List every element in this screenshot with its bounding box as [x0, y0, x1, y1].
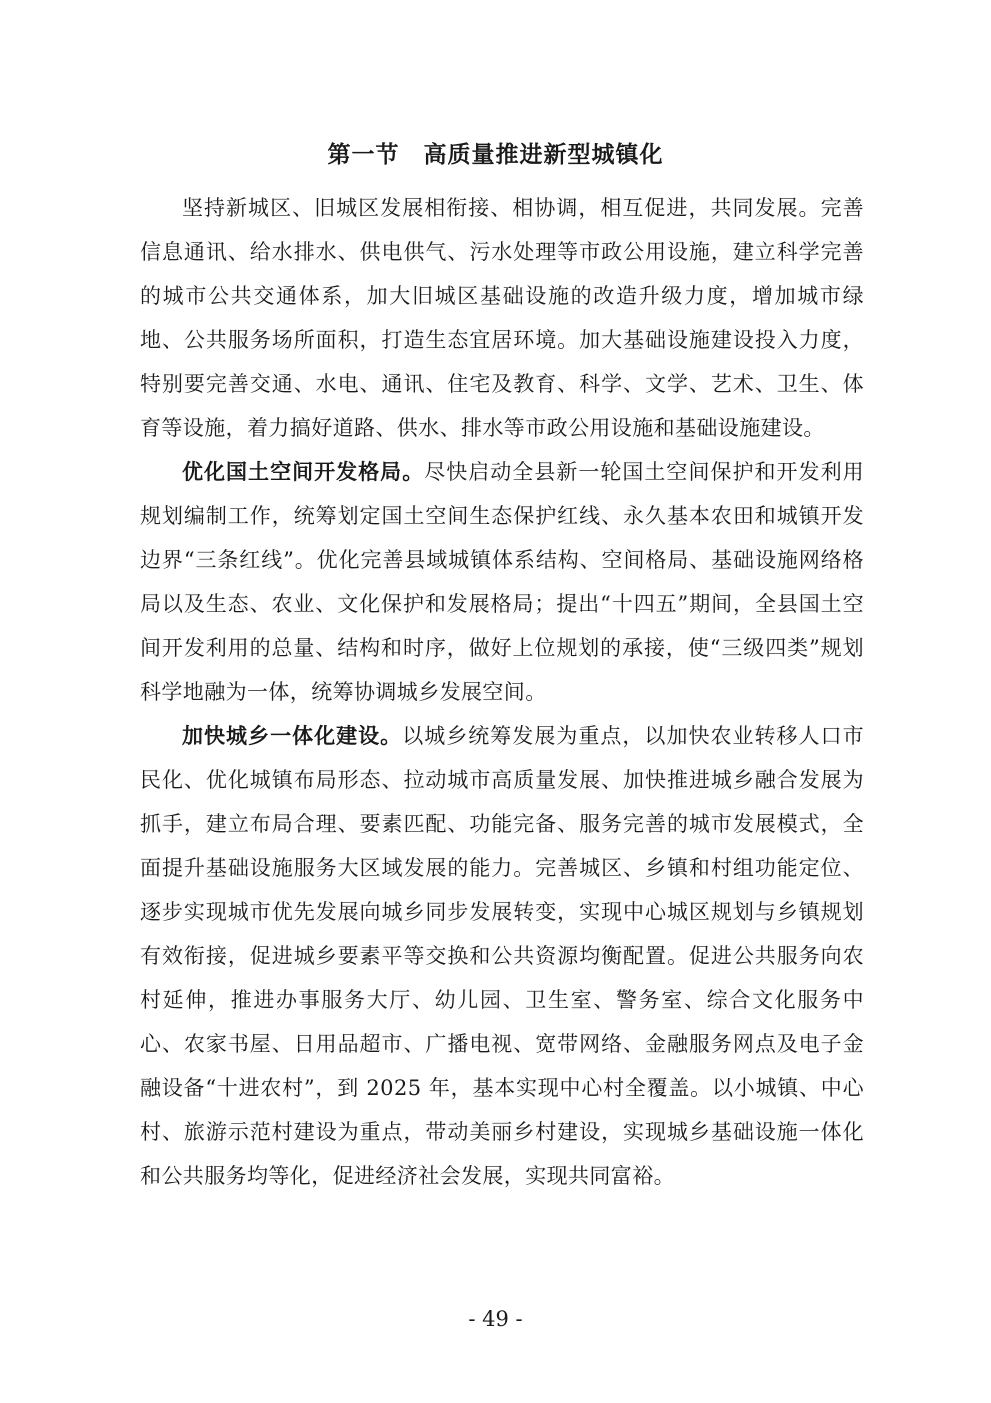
paragraph-text: 尽快启动全县新一轮国土空间保护和开发利用规划编制工作，统筹划定国土空间生态保护红线、永久基本农田和城镇开发边界“三条红线”。优化完善县域城镇体系结构、空间格局、基础设施网络格局以及生态、农业、文化保护和发展格局；提出“十四五”期间，全县国土空间开发利用的总量、结构和时序，做好上位规划的承接，使“三级四类”规划科学地融为一体，统筹协调城乡发展空间。 [140, 460, 864, 704]
page-number: - 49 - [468, 1307, 523, 1331]
document-body [140, 186, 864, 1198]
paragraph-urban-development [140, 186, 864, 450]
section-title: 第一节 高质量推进新型城镇化 [327, 142, 664, 168]
paragraph-lead: 加快城乡一体化建设。 [182, 724, 403, 748]
paragraph-text: 坚持新城区、旧城区发展相衔接、相协调，相互促进，共同发展。完善信息通讯、给水排水、供电供气、污水处理等市政公用设施，建立科学完善的城市公共交通体系，加大旧城区基础设施的改造升级力度，增加城市绿地、公共服务场所面积，打造生态宜居环境。加大基础设施建设投入力度，特别要完善交通、水电、通讯、住宅及教育、科学、文学、艺术、卫生、体育等设施，着力搞好道路、供水、排水等市政公用设施和基础设施建设。 [140, 196, 864, 440]
paragraph-territorial-space [140, 450, 864, 714]
paragraph-urban-rural-integration [140, 714, 864, 1198]
paragraph-text: 以城乡统筹发展为重点，以加快农业转移人口市民化、优化城镇布局形态、拉动城市高质量发展、加快推进城乡融合发展为抓手，建立布局合理、要素匹配、功能完备、服务完善的城市发展模式，全面提升基础设施服务大区域发展的能力。完善城区、乡镇和村组功能定位、逐步实现城市优先发展向城乡同步发展转变，实现中心城区规划与乡镇规划有效衔接，促进城乡要素平等交换和公共资源均衡配置。促进公共服务向农村延伸，推进办事服务大厅、幼儿园、卫生室、警务室、综合文化服务中心、农家书屋、日用品超市、广播电视、宽带网络、金融服务网点及电子金融设备“十进农村”，到 2025 年，基本实现中心村全覆盖。以小城镇、中心村、旅游示范村建设为重点，带动美丽乡村建设，实现城乡基础设施一体化和公共服务均等化，促进经济社会发展，实现共同富裕。 [140, 724, 864, 1188]
paragraph-lead: 优化国土空间开发格局。 [182, 460, 425, 484]
